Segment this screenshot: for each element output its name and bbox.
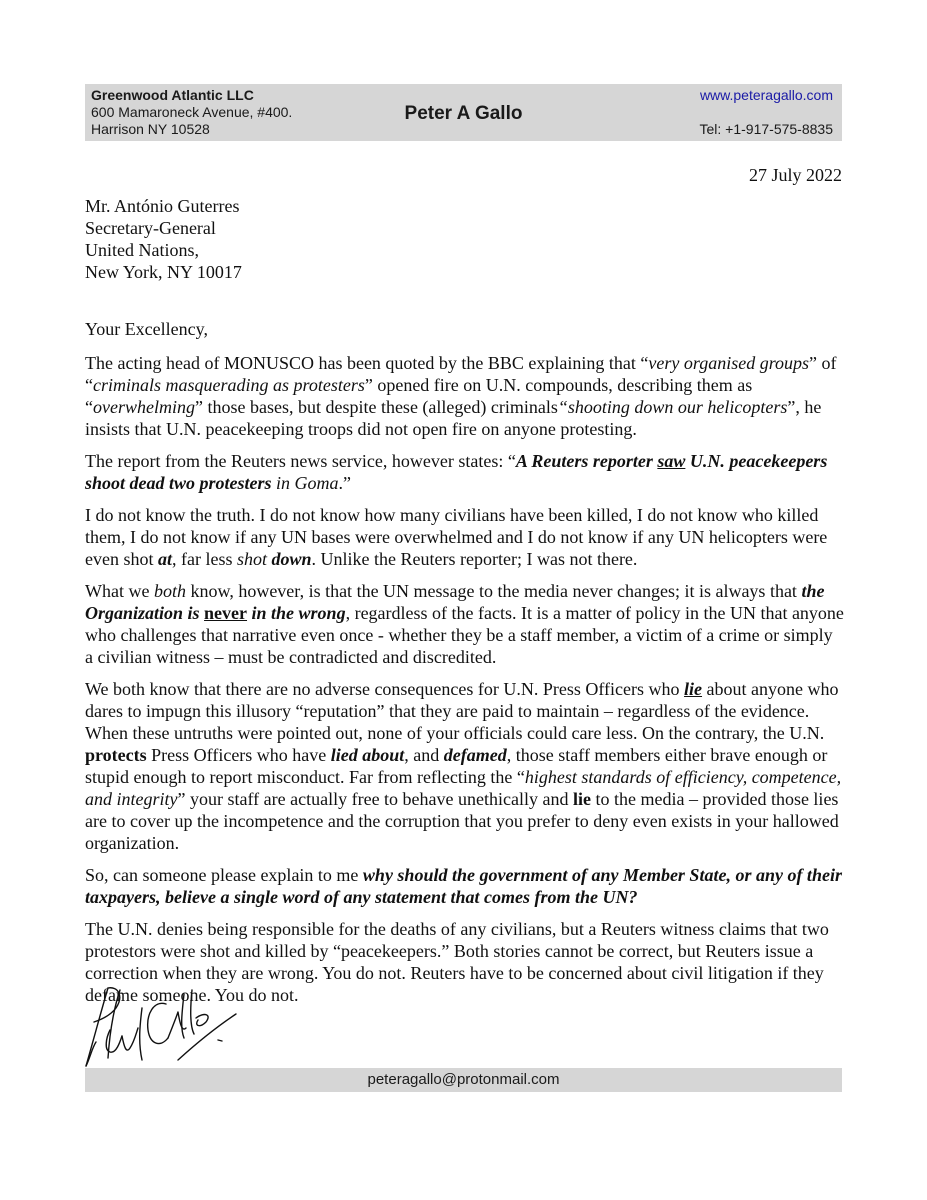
letterhead [85,84,842,141]
paragraph-2 [85,450,845,494]
recipient-city: New York, NY 10017 [85,262,242,282]
text-run: .” [338,473,352,493]
emphasis: shot [236,549,272,569]
paragraph-7: The U.N. denies being responsible for the deaths of any civilians, but a Reuters witness claims that two protestors were shot and killed by “peacekeepers.” Both stories cannot be correct, but Reuters issue a correction when they are wrong. You do not. Reuters have to be concerned about civil litigation if they defame someone. You do not. [85,919,829,1005]
paragraph-4 [85,580,845,668]
city-address: Harrison NY 10528 [91,121,210,137]
emphasis: overwhelming [93,397,195,417]
text-run: What we [85,581,154,601]
emphasis: in Goma [271,473,339,493]
emphasis: U.N. peacekeepers shoot dead two protesters [85,451,828,493]
emphasis: down [271,549,312,569]
emphasis: at [157,549,172,569]
handwritten-signature [80,968,245,1078]
letter-date: 27 July 2022 [748,165,842,185]
text-run: , and [404,745,444,765]
street-address: 600 Mamaroneck Avenue, #400. [91,104,293,120]
emphasis: highest standards of efficiency, competence, and integrity [85,767,842,809]
text-run: I do not know the truth. I do not know how many civilians have been killed, I do not know who killed them, I do not know if any UN bases were overwhelmed and I do not know if any UN helicopters were even shot [85,505,828,569]
emphasis: very organised groups [648,353,810,373]
emphasis: lied about [330,745,405,765]
emphasis-underlined: never [204,603,248,623]
text-run: The acting head of MONUSCO has been quoted by the BBC explaining that “ [85,353,649,373]
emphasis: the Organization is [85,581,825,623]
website-link[interactable]: www.peteragallo.com [699,87,833,103]
emphasis: criminals masquerading as protesters [93,375,365,395]
recipient-name: Mr. António Guterres [85,196,240,216]
letterhead-contact-block [700,87,834,138]
emphasis: both [153,581,186,601]
company-name: Greenwood Atlantic LLC [91,87,254,103]
emphasis: why should the government of any Member State, or any of their taxpayers, believe a single word of any statement that comes from the UN? [85,865,842,907]
text-run: Press Officers who have [146,745,331,765]
text-run: ”, he insists that U.N. peacekeeping troops did not open fire on anyone protesting. [85,397,822,439]
emphasis: defamed [443,745,507,765]
letter-footer [85,1068,842,1092]
text-run: know, however, is that the UN message to the media never changes; it is always that [185,581,802,601]
text-run: ” your staff are actually free to behave unethically and [177,789,573,809]
text-run: , regardless of the facts. It is a matter of policy in the UN that anyone who challenges that narrative even once - whether they be a staff member, a victim of a crime or simply a civilian witness – must be contradicted and discredited. [85,603,844,667]
text-run: ” opened fire on U.N. compounds, describing them as “ [85,375,753,417]
salutation: Your Excellency, [85,319,208,339]
text-run: ” those bases, but despite these (alleged) criminals [194,397,558,417]
emphasis: in the wrong [247,603,346,623]
phone-number: Tel: +1-917-575-8835 [699,121,833,137]
text-run: ” of “ [85,353,837,395]
text-run: We both know that there are no adverse consequences for U.N. Press Officers who [85,679,685,699]
text-run: So, can someone please explain to me [85,865,363,885]
recipient-organization: United Nations, [85,240,199,260]
paragraph-3 [85,504,845,570]
emphasis: protects [85,745,147,765]
sender-name: Peter A Gallo [404,103,523,124]
emphasis: lie [572,789,591,809]
emphasis: “shooting down our helicopters [557,397,788,417]
footer-email[interactable]: peteragallo@protonmail.com [367,1071,560,1088]
text-run: The report from the Reuters news service, however states: “ [85,451,516,471]
text-run: . Unlike the Reuters reporter; I was not there. [311,549,638,569]
emphasis-underlined: saw [657,451,686,471]
paragraph-6 [85,864,845,908]
paragraph-5 [85,678,845,854]
text-run: about anyone who dares to impugn this illusory “reputation” that they are paid to maintain – regardless of the evidence. When these untruths were pointed out, none of your officials could care less. On the contrary, the U.N. [85,679,839,743]
text-run: to the media – provided those lies are to cover up the incompetence and the corruption that you prefer to deny even exists in your hallowed organization. [85,789,839,853]
text-run: , those staff members either brave enough or stupid enough to report misconduct. Far from reflecting the “ [85,745,828,787]
recipient-title: Secretary-General [85,218,216,238]
emphasis-underlined: lie [684,679,703,699]
letter-body [85,318,845,1016]
emphasis: A Reuters reporter [515,451,658,471]
recipient-address [85,195,242,283]
text-run: , far less [172,549,237,569]
paragraph-1 [85,352,845,440]
